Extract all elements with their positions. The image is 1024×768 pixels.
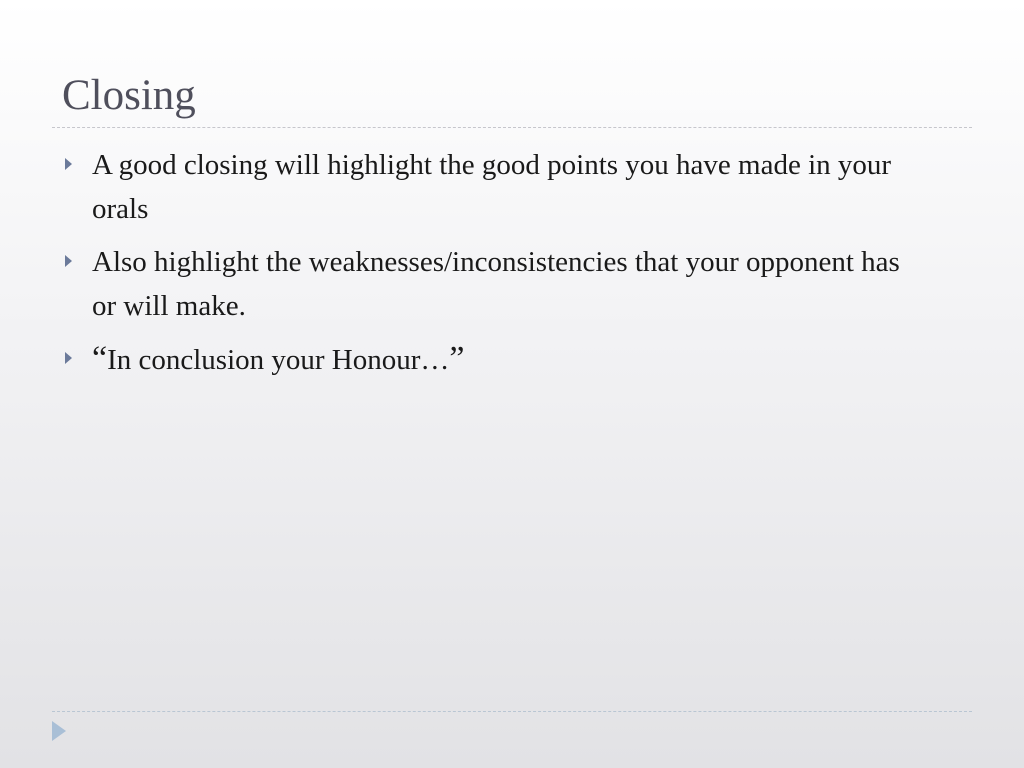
bullet-item xyxy=(62,240,922,328)
play-arrow-icon[interactable] xyxy=(52,721,66,741)
bullet-text: A good closing will highlight the good points you have made in your orals xyxy=(92,149,892,225)
bullet-list xyxy=(62,143,922,391)
footer-divider xyxy=(52,711,972,712)
bullet-text: In conclusion your Honour… xyxy=(107,344,450,376)
bullet-text: Also highlight the weaknesses/inconsistencies that your opponent has or will make. xyxy=(92,246,900,322)
open-quote: “ xyxy=(92,340,108,377)
bullet-item xyxy=(62,337,922,382)
bullet-triangle-icon xyxy=(65,255,72,267)
bullet-item xyxy=(62,143,922,231)
close-quote: ” xyxy=(449,340,465,377)
slide-title: Closing xyxy=(62,72,196,119)
title-divider xyxy=(52,127,972,128)
bullet-triangle-icon xyxy=(65,352,72,364)
bullet-triangle-icon xyxy=(65,158,72,170)
